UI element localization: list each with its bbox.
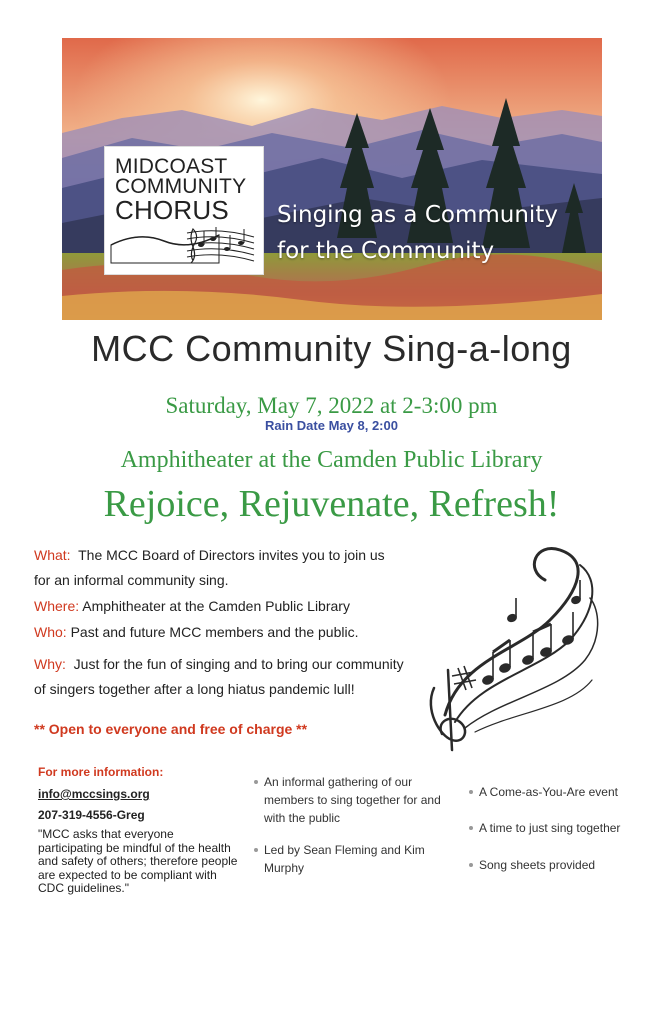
page-title: MCC Community Sing-a-long [91,328,572,369]
info-heading: For more information: [38,765,164,779]
why-text: Just for the fun of singing and to bring our community of singers together after a long hiatus pandemic lull! [34,656,404,697]
list-item: An informal gathering of our members to sing together for and with the public [254,773,446,827]
chorus-logo-wave-icon [109,225,259,269]
logo-line-2: COMMUNITY [115,175,247,198]
logo-line-1: MIDCOAST [115,155,228,178]
list-item: Song sheets provided [469,856,659,874]
why-label: Why: [34,656,66,672]
event-date: Saturday, May 7, 2022 at 2-3:00 pm [165,393,498,418]
who-label: Who: [34,624,67,640]
detail-who [34,620,404,645]
motto: Rejoice, Rejuvenate, Refresh! [103,483,560,525]
list-item: Led by Sean Fleming and Kim Murphy [254,841,446,877]
logo-line-3: CHORUS [115,195,229,225]
info-phone: 207-319-4556-Greg [38,808,145,822]
rain-date: Rain Date May 8, 2:00 [265,418,398,433]
what-label: What: [34,547,71,563]
what-text: The MCC Board of Directors invites you to join us for an informal community sing. [34,547,385,588]
where-text: Amphitheater at the Camden Public Library [82,598,350,614]
detail-why [34,652,404,702]
tagline-line-1: Singing as a Community [277,202,558,228]
banner-image [62,38,602,320]
detail-where [34,594,404,619]
music-notes-swirl-icon [420,540,610,755]
info-quote: "MCC asks that everyone participating be mindful of the health and safety of others; therefore people are expected to be compliant with CDC guidelines." [38,827,238,895]
where-label: Where: [34,598,80,614]
detail-what [34,543,404,593]
list-item: A time to just sing together [469,819,659,837]
info-email-link[interactable]: info@mccsings.org [38,787,150,801]
event-venue: Amphitheater at the Camden Public Library [120,447,543,473]
who-text: Past and future MCC members and the public. [70,624,359,640]
open-notice: ** Open to everyone and free of charge ** [34,721,308,737]
tagline-line-2: for the Community [277,238,495,264]
list-item: A Come-as-You-Are event [469,783,659,801]
chorus-logo [104,146,264,275]
